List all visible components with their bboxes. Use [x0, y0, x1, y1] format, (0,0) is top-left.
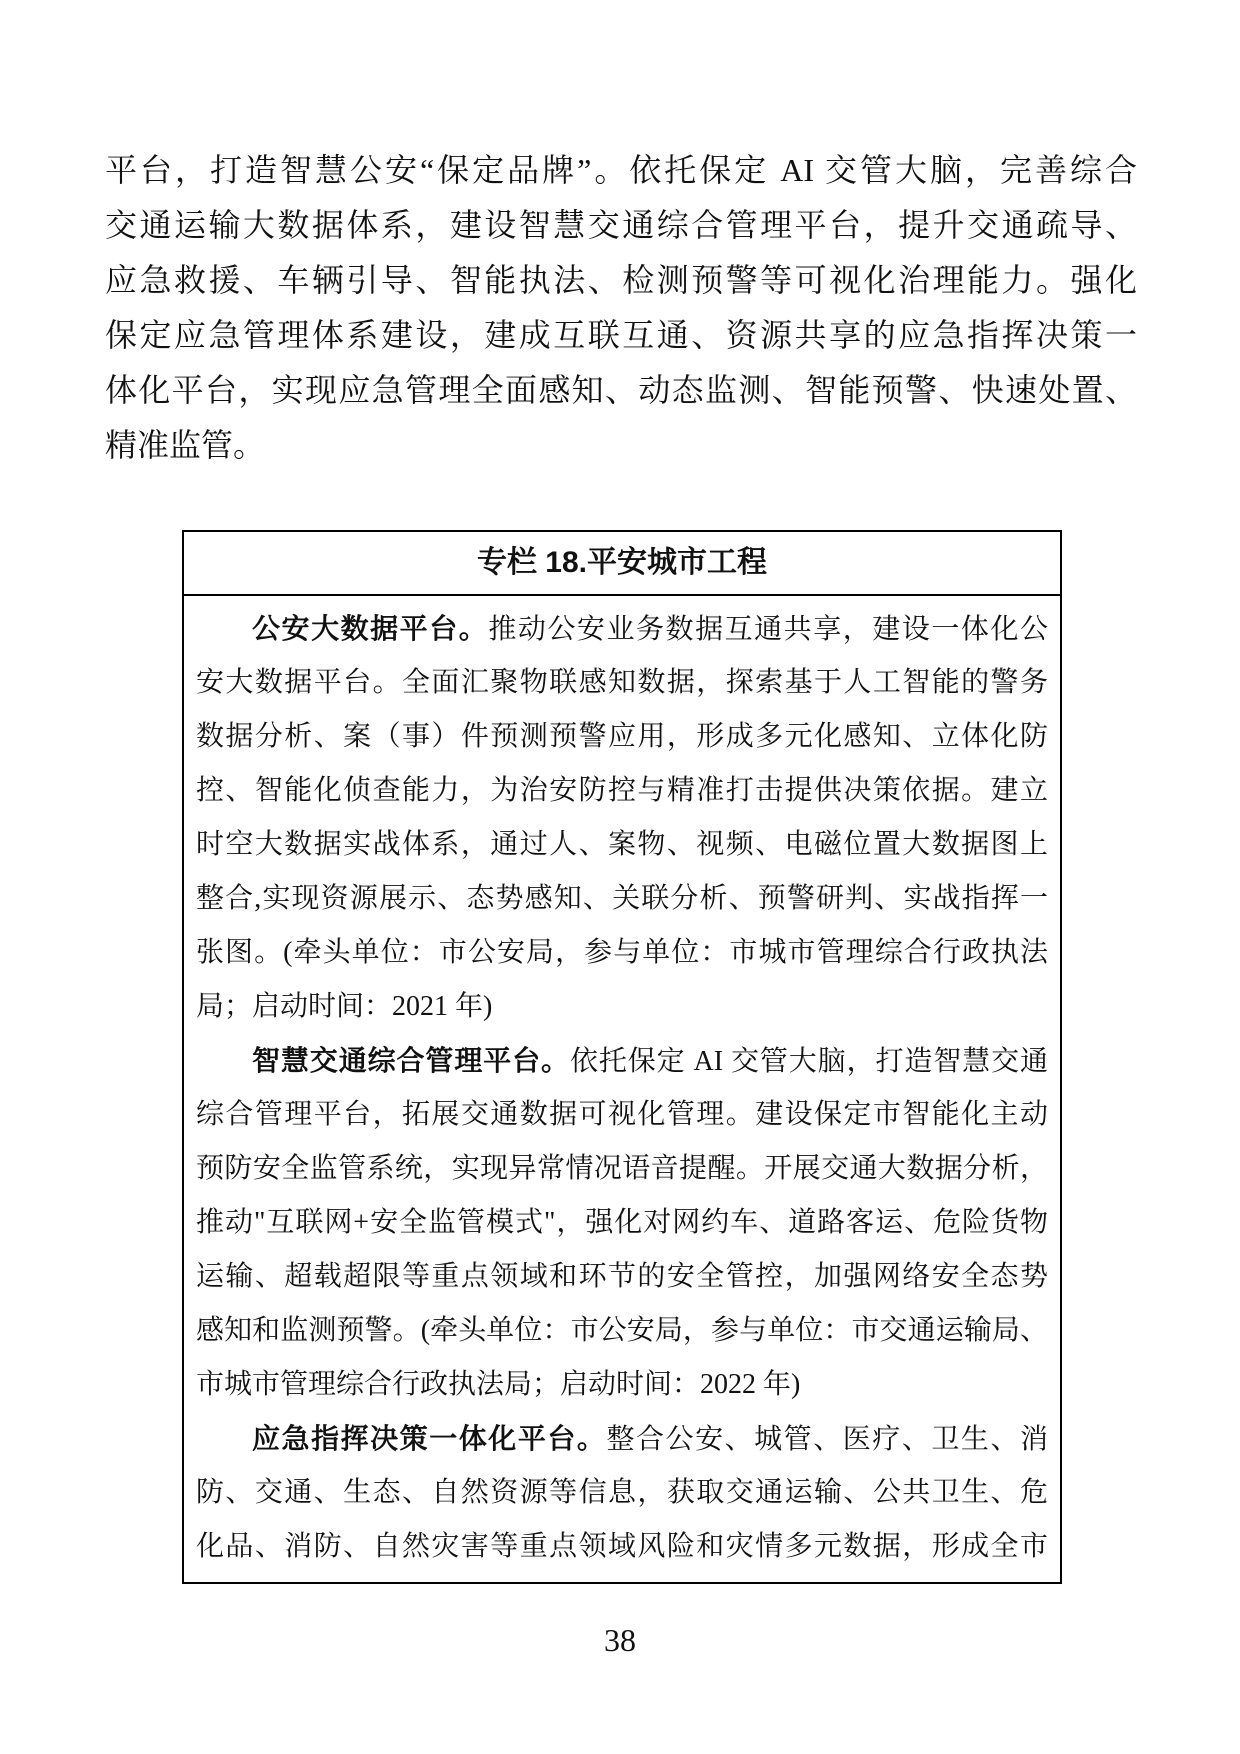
box-line: 整合,实现资源展示、态势感知、关联分析、预警研判、实战指挥一 [196, 883, 1048, 914]
box-paragraph [196, 602, 1048, 1034]
box-line: 应急指挥决策一体化平台。整合公安、城管、医疗、卫生、消 [252, 1423, 1048, 1455]
box-line: 时空大数据实战体系，通过人、案物、视频、电磁位置大数据图上 [196, 829, 1048, 860]
intro-line: 平台，打造智慧公安“保定品牌”。依托保定 AI 交管大脑，完善综合 [105, 152, 1137, 188]
paragraph-lead: 公安大数据平台。 [252, 613, 489, 644]
box-line: 张图。(牵头单位：市公安局，参与单位：市城市管理综合行政执法 [196, 937, 1048, 968]
box-paragraph [196, 1034, 1048, 1412]
box-line: 预防安全监管系统，实现异常情况语音提醒。开展交通大数据分析， [196, 1153, 1048, 1184]
intro-line: 体化平台，实现应急管理全面感知、动态监测、智能预警、快速处置、 [105, 372, 1137, 408]
box-line: 运输、超载超限等重点领域和环节的安全管控，加强网络安全态势 [196, 1261, 1048, 1292]
intro-line: 精准监管。 [105, 427, 266, 463]
paragraph-lead: 智慧交通综合管理平台。 [252, 1045, 570, 1076]
box-line: 市城市管理综合行政执法局；启动时间：2022 年) [196, 1369, 801, 1400]
box-line: 控、智能化侦查能力，为治安防控与精准打击提供决策依据。建立 [196, 775, 1048, 806]
intro-line: 保定应急管理体系建设，建成互联互通、资源共享的应急指挥决策一 [105, 317, 1137, 353]
column-box-title: 专栏 18.平安城市工程 [184, 532, 1060, 596]
box-line: 推动"互联网+安全监管模式"，强化对网约车、道路客运、危险货物 [196, 1207, 1048, 1238]
paragraph-lead: 应急指挥决策一体化平台。 [252, 1423, 607, 1454]
box-line: 安大数据平台。全面汇聚物联感知数据，探索基于人工智能的警务 [196, 667, 1048, 698]
intro-line: 应急救援、车辆引导、智能执法、检测预警等可视化治理能力。强化 [105, 262, 1137, 298]
box-line: 公安大数据平台。推动公安业务数据互通共享，建设一体化公 [252, 613, 1048, 645]
box-line: 数据分析、案（事）件预测预警应用，形成多元化感知、立体化防 [196, 721, 1048, 752]
column-box-body [184, 596, 1060, 1582]
column-box [182, 530, 1062, 1584]
box-line: 化品、消防、自然灾害等重点领域风险和灾情多元数据，形成全市 [196, 1531, 1048, 1562]
box-line: 局；启动时间：2021 年) [196, 991, 493, 1022]
box-line: 综合管理平台，拓展交通数据可视化管理。建设保定市智能化主动 [196, 1099, 1048, 1130]
page-number: 38 [604, 1622, 636, 1658]
intro-line: 交通运输大数据体系，建设智慧交通综合管理平台，提升交通疏导、 [105, 207, 1137, 243]
box-line: 感知和监测预警。(牵头单位：市公安局，参与单位：市交通运输局、 [196, 1315, 1048, 1346]
intro-paragraph [105, 143, 1137, 473]
box-line: 防、交通、生态、自然资源等信息，获取交通运输、公共卫生、危 [196, 1477, 1048, 1508]
box-line: 智慧交通综合管理平台。依托保定 AI 交管大脑，打造智慧交通 [252, 1045, 1048, 1077]
box-paragraph [196, 1412, 1048, 1574]
